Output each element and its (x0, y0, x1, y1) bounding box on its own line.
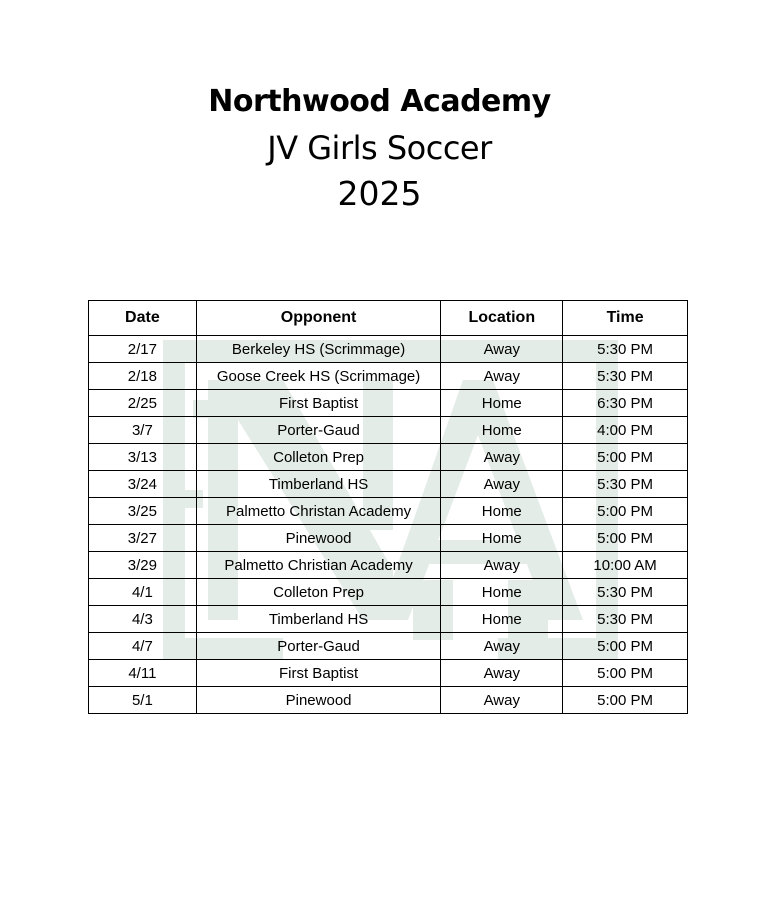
cell-location: Away (441, 336, 563, 363)
cell-time: 5:30 PM (563, 471, 688, 498)
col-header-opponent: Opponent (196, 301, 441, 336)
cell-time: 5:30 PM (563, 606, 688, 633)
table-row (89, 579, 688, 606)
cell-date: 4/11 (89, 660, 197, 687)
cell-opponent: Porter-Gaud (196, 633, 441, 660)
cell-date: 2/18 (89, 363, 197, 390)
cell-date: 2/17 (89, 336, 197, 363)
cell-date: 3/27 (89, 525, 197, 552)
cell-time: 10:00 AM (563, 552, 688, 579)
cell-location: Away (441, 363, 563, 390)
team-name: JV Girls Soccer (267, 129, 492, 167)
table-row (89, 444, 688, 471)
table-row (89, 687, 688, 714)
cell-time: 5:30 PM (563, 336, 688, 363)
cell-location: Home (441, 417, 563, 444)
table-row (89, 417, 688, 444)
cell-date: 2/25 (89, 390, 197, 417)
col-header-time: Time (563, 301, 688, 336)
cell-location: Away (441, 633, 563, 660)
cell-location: Away (441, 687, 563, 714)
cell-time: 5:30 PM (563, 363, 688, 390)
cell-opponent: Porter-Gaud (196, 417, 441, 444)
cell-opponent: First Baptist (196, 390, 441, 417)
cell-date: 3/25 (89, 498, 197, 525)
table-row (89, 525, 688, 552)
table-row (89, 471, 688, 498)
cell-location: Away (441, 660, 563, 687)
cell-opponent: Colleton Prep (196, 579, 441, 606)
cell-opponent: Palmetto Christan Academy (196, 498, 441, 525)
cell-location: Home (441, 606, 563, 633)
header-row (89, 301, 688, 336)
cell-opponent: Berkeley HS (Scrimmage) (196, 336, 441, 363)
cell-location: Away (441, 471, 563, 498)
cell-time: 5:00 PM (563, 633, 688, 660)
col-header-location: Location (441, 301, 563, 336)
cell-time: 5:00 PM (563, 660, 688, 687)
title-block (0, 80, 759, 216)
cell-location: Away (441, 444, 563, 471)
cell-time: 5:00 PM (563, 444, 688, 471)
cell-date: 3/7 (89, 417, 197, 444)
cell-location: Home (441, 498, 563, 525)
cell-opponent: Pinewood (196, 687, 441, 714)
cell-opponent: First Baptist (196, 660, 441, 687)
season-year: 2025 (337, 174, 422, 213)
cell-date: 4/1 (89, 579, 197, 606)
table-row (89, 390, 688, 417)
col-header-date: Date (89, 301, 197, 336)
cell-date: 4/3 (89, 606, 197, 633)
cell-time: 4:00 PM (563, 417, 688, 444)
cell-location: Away (441, 552, 563, 579)
cell-opponent: Goose Creek HS (Scrimmage) (196, 363, 441, 390)
table-row (89, 552, 688, 579)
table-row (89, 336, 688, 363)
cell-time: 5:30 PM (563, 579, 688, 606)
cell-opponent: Timberland HS (196, 471, 441, 498)
cell-opponent: Colleton Prep (196, 444, 441, 471)
cell-time: 5:00 PM (563, 525, 688, 552)
cell-location: Home (441, 390, 563, 417)
school-name: Northwood Academy (208, 84, 551, 119)
table-row (89, 633, 688, 660)
table-row (89, 498, 688, 525)
table-row (89, 606, 688, 633)
cell-time: 6:30 PM (563, 390, 688, 417)
cell-time: 5:00 PM (563, 498, 688, 525)
cell-location: Home (441, 525, 563, 552)
cell-date: 5/1 (89, 687, 197, 714)
cell-date: 3/24 (89, 471, 197, 498)
cell-time: 5:00 PM (563, 687, 688, 714)
cell-opponent: Pinewood (196, 525, 441, 552)
cell-opponent: Timberland HS (196, 606, 441, 633)
cell-date: 3/13 (89, 444, 197, 471)
cell-opponent: Palmetto Christian Academy (196, 552, 441, 579)
schedule-table (88, 300, 688, 714)
cell-date: 3/29 (89, 552, 197, 579)
cell-date: 4/7 (89, 633, 197, 660)
table-row (89, 363, 688, 390)
cell-location: Home (441, 579, 563, 606)
table-row (89, 660, 688, 687)
